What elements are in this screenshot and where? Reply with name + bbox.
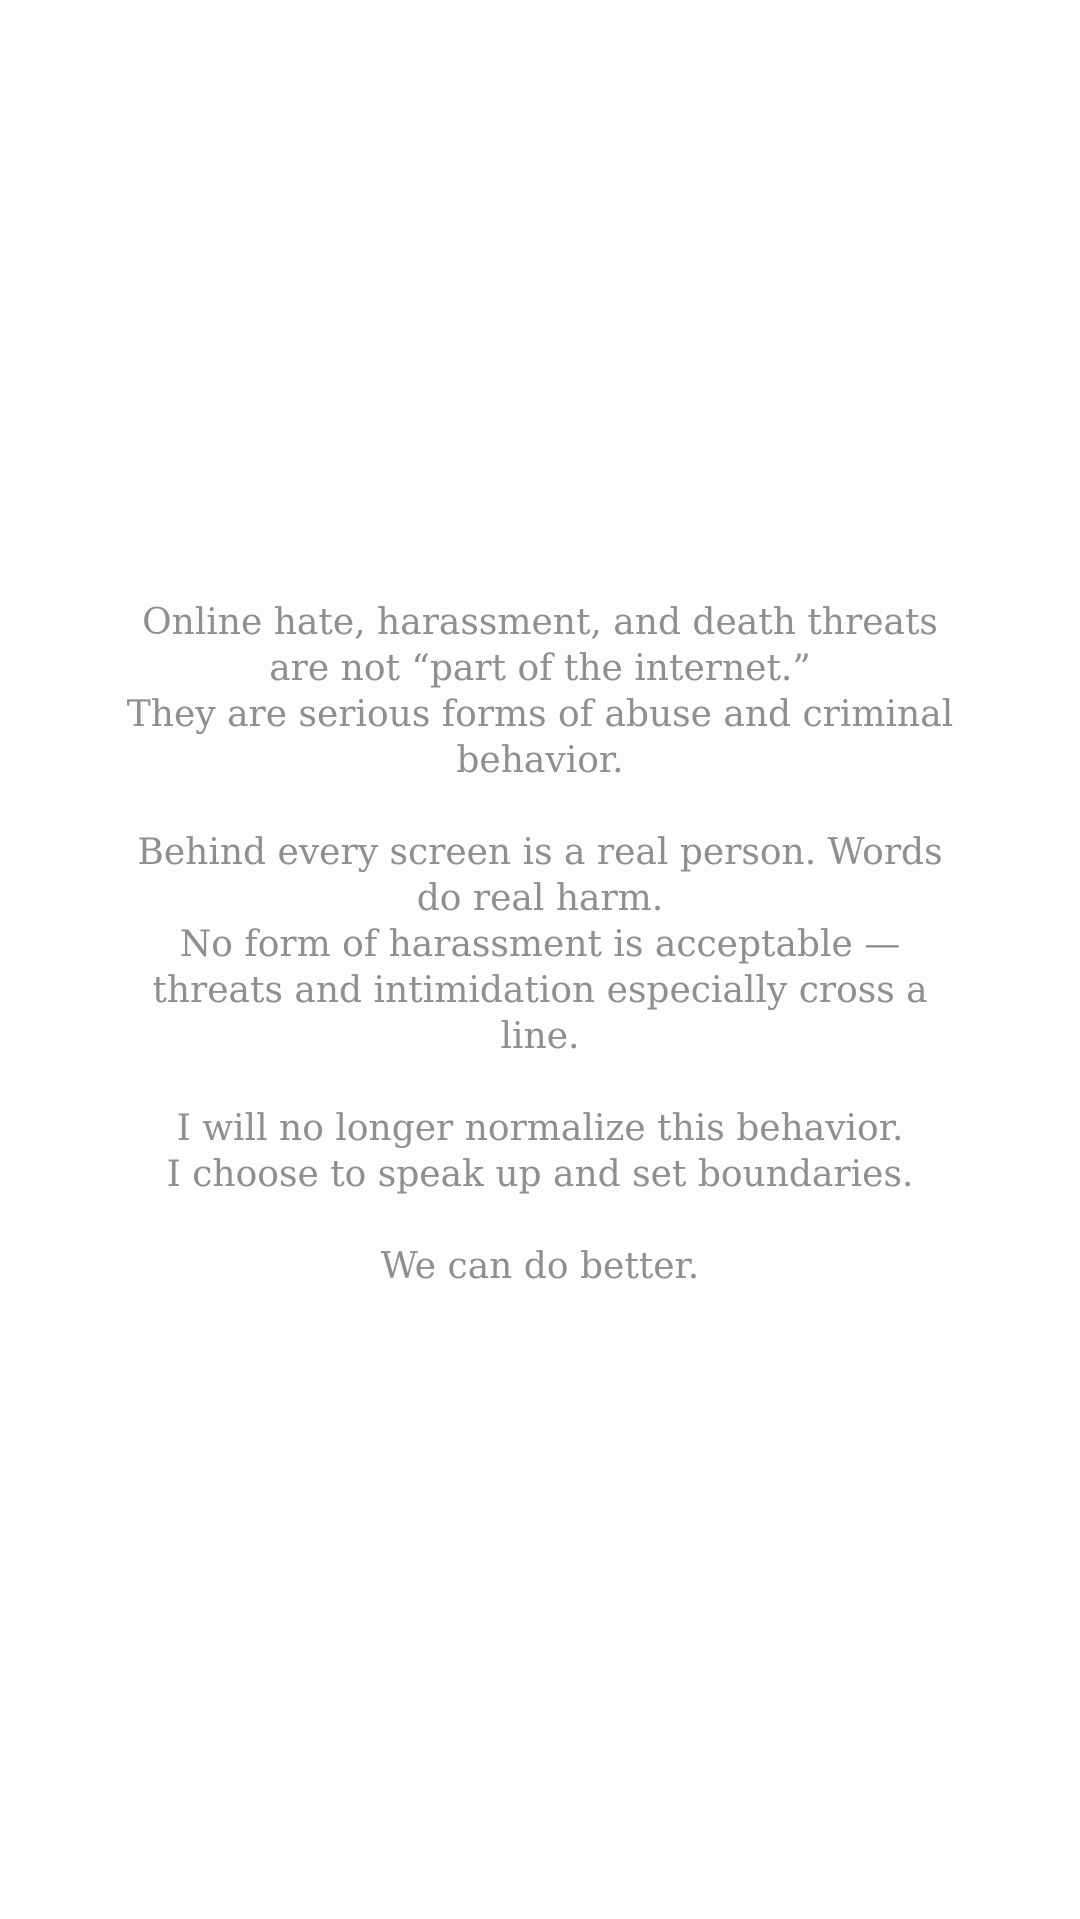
text-line: do real harm. bbox=[416, 878, 664, 919]
text-line: are not “part of the internet.” bbox=[269, 648, 811, 689]
paragraph-online-hate bbox=[0, 600, 1080, 784]
text-line: We can do better. bbox=[380, 1246, 700, 1287]
text-line: threats and intimidation especially cross a bbox=[152, 970, 928, 1011]
text-line: line. bbox=[500, 1016, 580, 1057]
paragraph-boundaries bbox=[0, 1106, 1080, 1198]
text-line: Online hate, harassment, and death threats bbox=[142, 602, 938, 643]
text-line: No form of harassment is acceptable — bbox=[179, 924, 901, 965]
text-line: behavior. bbox=[456, 740, 624, 781]
text-line: They are serious forms of abuse and criminal bbox=[126, 694, 954, 735]
paragraph-closing bbox=[0, 1244, 1080, 1290]
text-line: I will no longer normalize this behavior. bbox=[176, 1108, 904, 1149]
text-line: I choose to speak up and set boundaries. bbox=[166, 1154, 914, 1195]
statement-text bbox=[0, 600, 1080, 1290]
paragraph-real-person bbox=[0, 830, 1080, 1060]
text-line: Behind every screen is a real person. Words bbox=[137, 832, 943, 873]
